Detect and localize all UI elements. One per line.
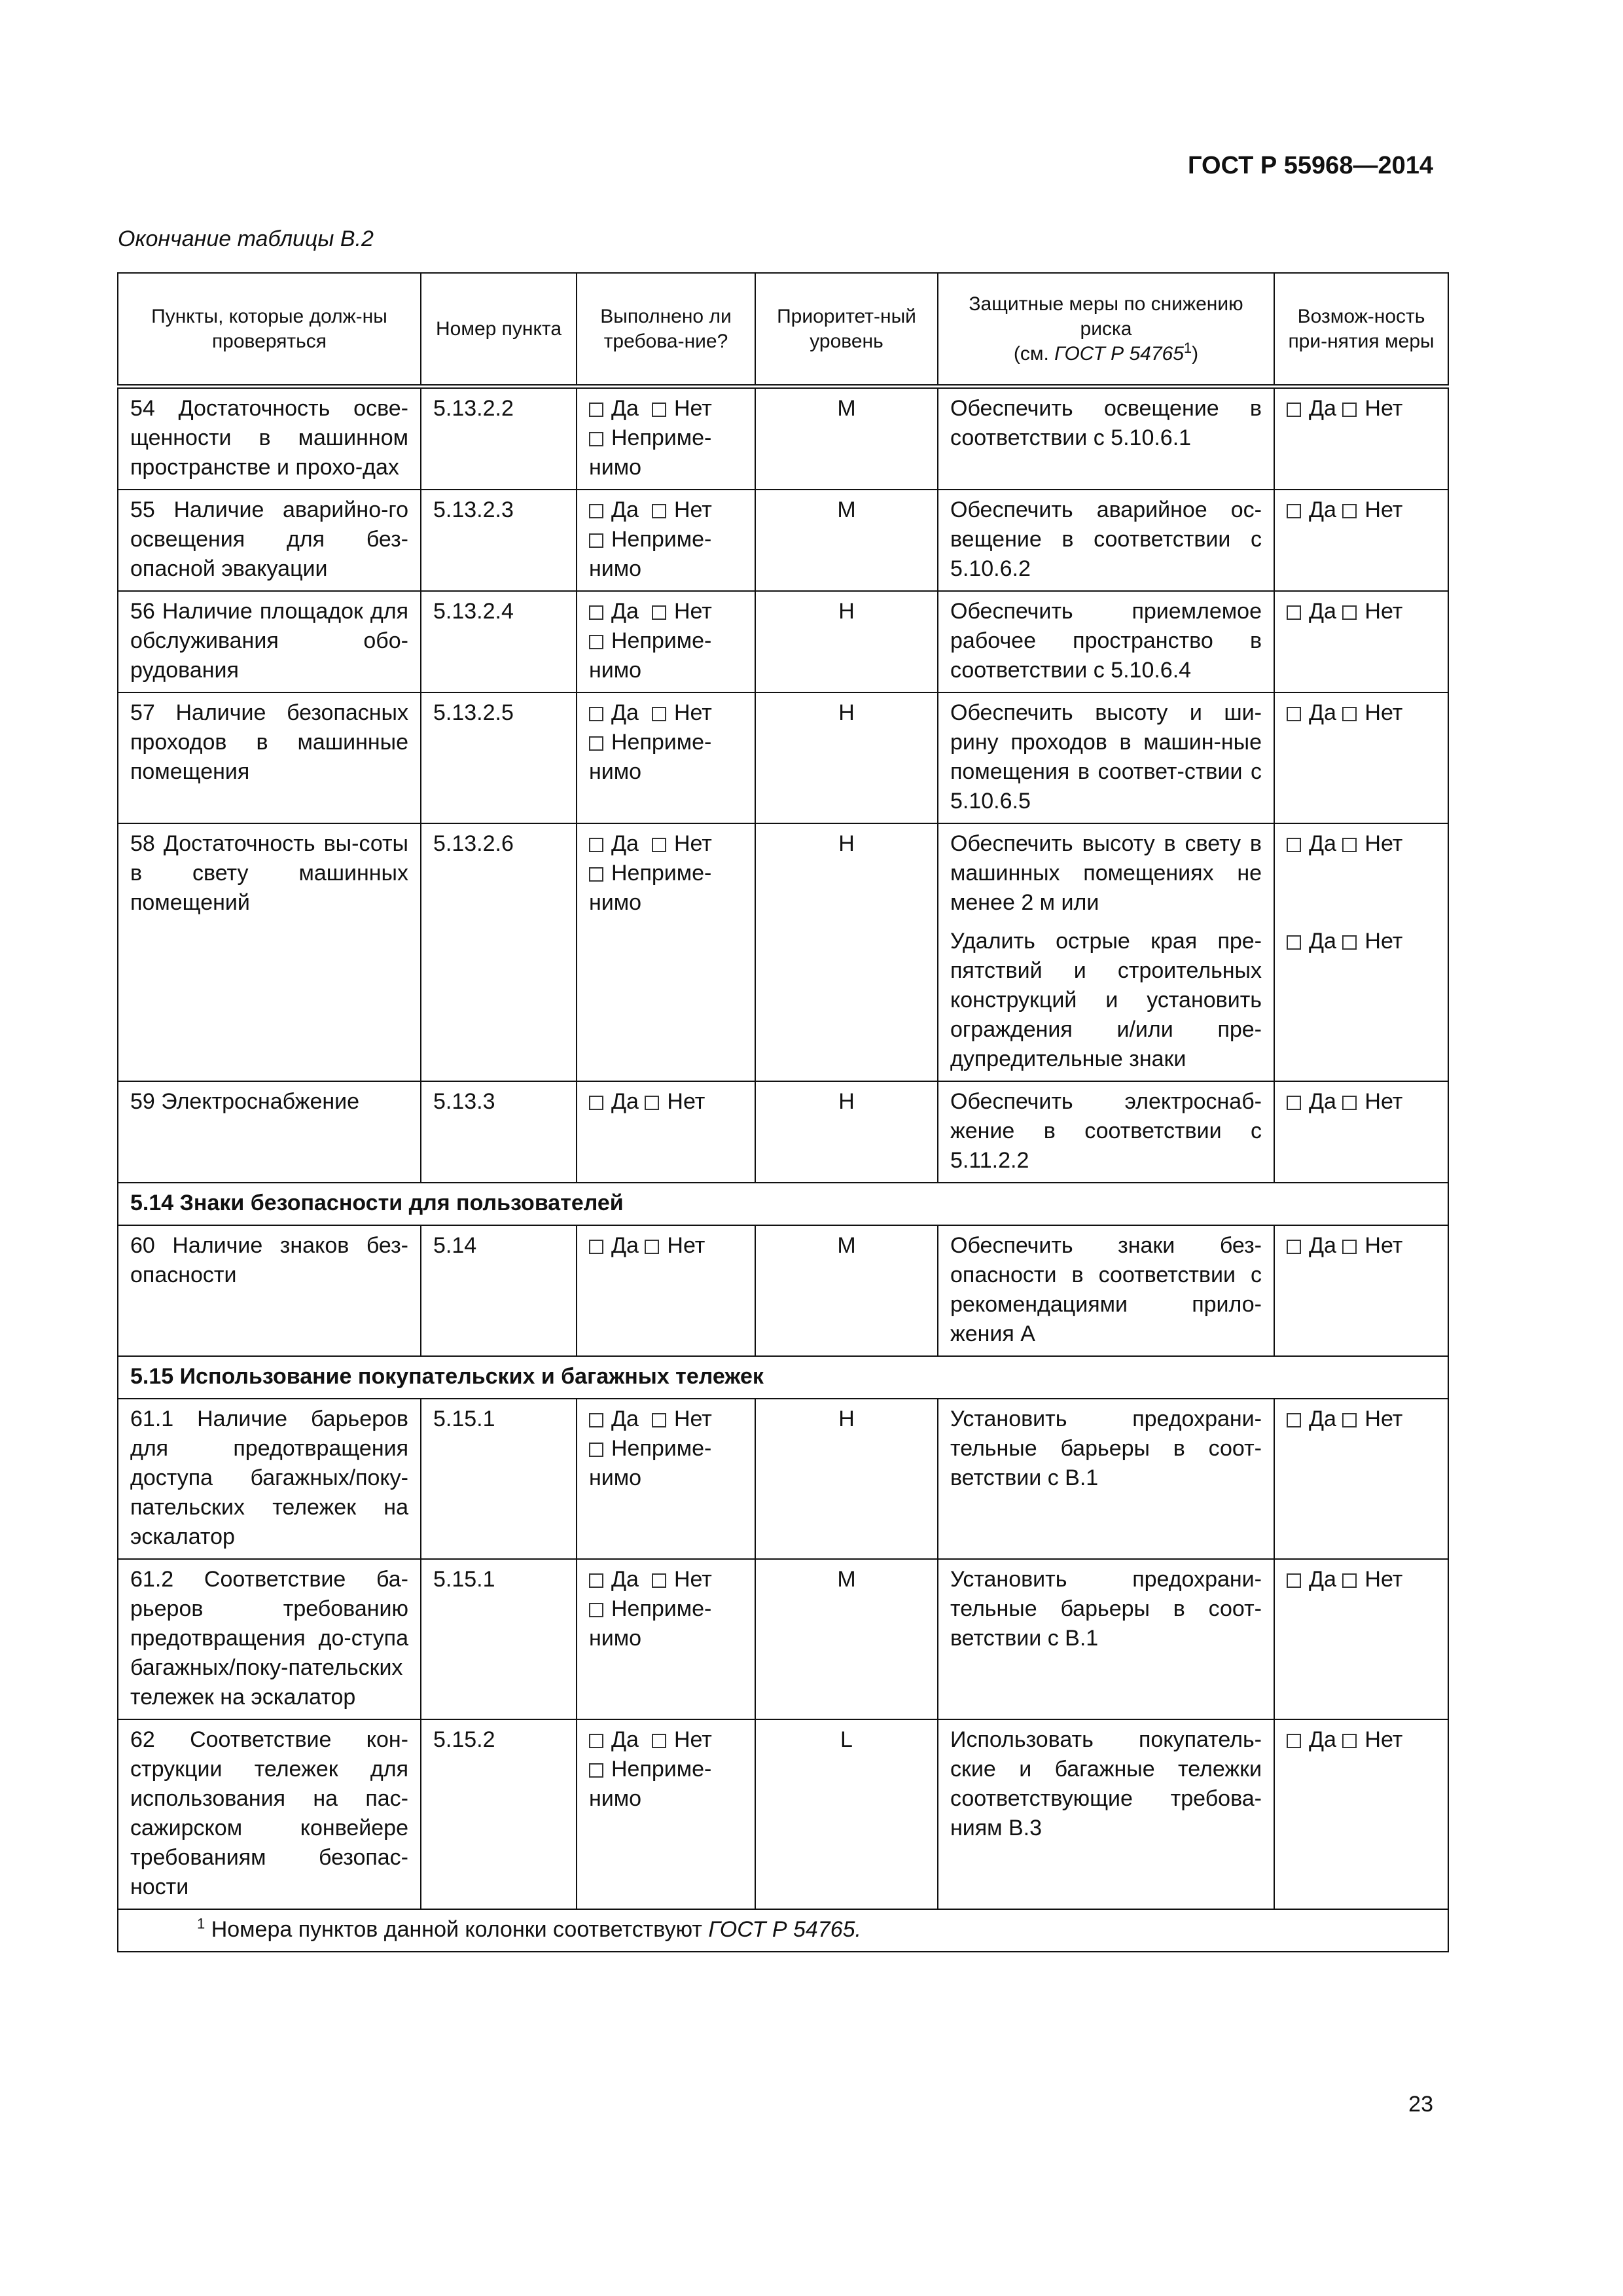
feasible-no-checkbox[interactable] (1342, 707, 1357, 721)
feasible-no-checkbox[interactable] (1342, 1096, 1357, 1110)
section-row (118, 1356, 1448, 1399)
priority-level: M (755, 1225, 938, 1356)
measure-text: Обеспечить освещение в соответствии с 5.10.6.1 (950, 396, 1262, 450)
measure-feasibility-options: Да Нет (1274, 692, 1448, 823)
yes-checkbox[interactable] (589, 1734, 603, 1748)
measure-text: Обеспечить знаки без-опасности в соответствии с рекомендациями прило-жения А (950, 1233, 1262, 1346)
header-measure-feasibility: Возмож-ность при-нятия меры (1274, 273, 1448, 387)
no-checkbox[interactable] (652, 1734, 666, 1748)
not-applicable-checkbox[interactable] (589, 1603, 603, 1617)
clause-number: 5.13.2.2 (421, 387, 577, 490)
yes-checkbox[interactable] (589, 605, 603, 620)
feasible-yes-checkbox[interactable] (1287, 1413, 1301, 1427)
clause-number: 5.15.2 (421, 1719, 577, 1909)
measure-text: Обеспечить высоту и ши-рину проходов в машин-ные помещения в соответ-ствии с 5.10.6.5 (950, 700, 1262, 814)
measure-feasibility-options: Да Нет (1274, 1719, 1448, 1909)
measure-feasibility-options: Да Нет (1274, 1081, 1448, 1183)
priority-level: M (755, 1559, 938, 1719)
not-applicable-checkbox[interactable] (589, 736, 603, 751)
priority-level: H (755, 692, 938, 823)
table-row (118, 1719, 1448, 1909)
protective-measures (938, 692, 1274, 823)
feasible-no-checkbox[interactable] (1342, 504, 1357, 518)
requirement-met-options: Да Нет Неприме-нимо (577, 490, 755, 591)
feasible-yes-checkbox[interactable] (1287, 935, 1301, 950)
feasible-no-checkbox[interactable] (1342, 1240, 1357, 1254)
feasible-no-checkbox[interactable] (1342, 1734, 1357, 1748)
protective-measures (938, 1559, 1274, 1719)
clause-number: 5.13.2.4 (421, 591, 577, 692)
feasible-yes-checkbox[interactable] (1287, 1573, 1301, 1588)
measure-text: Удалить острые края пре-пятствий и строительных конструкций и установить ограждения и/или пре-дупредительные знаки (950, 929, 1262, 1071)
check-item: 56 Наличие площадок для обслуживания обо-рудования (118, 591, 421, 692)
footnote: $^1$ Номера пунктов данной колонки соответствуют ГОСТ Р 54765. (118, 1909, 1448, 1952)
not-applicable-checkbox[interactable] (589, 867, 603, 882)
feasible-no-checkbox[interactable] (1342, 605, 1357, 620)
measure-feasibility-options: Да Нет (1274, 1559, 1448, 1719)
check-item: 59 Электроснабжение (118, 1081, 421, 1183)
no-checkbox[interactable] (652, 1413, 666, 1427)
check-item: 61.1 Наличие барьеров для предотвращения доступа багажных/поку-пательских тележек на эскалатор (118, 1399, 421, 1559)
not-applicable-checkbox[interactable] (589, 635, 603, 649)
check-item: 61.2 Соответствие ба-рьеров требованию предотвращения до-ступа багажных/поку-пательских тележек на эскалатор (118, 1559, 421, 1719)
page-number: 23 (1408, 2092, 1433, 2117)
priority-level: M (755, 490, 938, 591)
table-row (118, 591, 1448, 692)
requirement-met-options: Да Нет Неприме-нимо (577, 692, 755, 823)
not-applicable-checkbox[interactable] (589, 1763, 603, 1778)
header-clause-number: Номер пункта (421, 273, 577, 387)
feasible-no-checkbox[interactable] (1342, 935, 1357, 950)
table-row (118, 1081, 1448, 1183)
requirement-met-options: Да Нет Неприме-нимо (577, 1719, 755, 1909)
table-row (118, 387, 1448, 490)
no-checkbox[interactable] (652, 504, 666, 518)
yes-checkbox[interactable] (589, 504, 603, 518)
feasible-yes-checkbox[interactable] (1287, 403, 1301, 417)
no-checkbox[interactable] (652, 707, 666, 721)
feasible-no-checkbox[interactable] (1342, 1573, 1357, 1588)
header-requirement-met: Выполнено ли требова-ние? (577, 273, 755, 387)
requirement-met-options: Да Нет (577, 1081, 755, 1183)
measure-feasibility-options: Да Нет (1274, 490, 1448, 591)
check-item: 55 Наличие аварийно-го освещения для без-опасной эвакуации (118, 490, 421, 591)
no-checkbox[interactable] (652, 403, 666, 417)
protective-measures (938, 823, 1274, 1081)
measure-text: Обеспечить приемлемое рабочее пространство в соответствии с 5.10.6.4 (950, 599, 1262, 683)
footnote-row (118, 1909, 1448, 1952)
not-applicable-checkbox[interactable] (589, 432, 603, 446)
not-applicable-checkbox[interactable] (589, 1443, 603, 1457)
protective-measures (938, 387, 1274, 490)
protective-measures (938, 591, 1274, 692)
requirement-met-options: Да Нет Неприме-нимо (577, 1399, 755, 1559)
table-row (118, 1559, 1448, 1719)
feasible-yes-checkbox[interactable] (1287, 1096, 1301, 1110)
feasible-yes-checkbox[interactable] (1287, 838, 1301, 852)
table-row (118, 823, 1448, 1081)
section-title-5-15: 5.15 Использование покупательских и багажных тележек (118, 1356, 1448, 1399)
check-item: 57 Наличие безопасных проходов в машинные помещения (118, 692, 421, 823)
yes-checkbox[interactable] (589, 1240, 603, 1254)
section-title-5-14: 5.14 Знаки безопасности для пользователей (118, 1183, 1448, 1225)
check-item: 60 Наличие знаков без-опасности (118, 1225, 421, 1356)
table-row (118, 1225, 1448, 1356)
clause-number: 5.15.1 (421, 1399, 577, 1559)
no-checkbox[interactable] (652, 1573, 666, 1588)
section-row (118, 1183, 1448, 1225)
no-checkbox[interactable] (652, 838, 666, 852)
protective-measures (938, 1719, 1274, 1909)
yes-checkbox[interactable] (589, 838, 603, 852)
clause-number: 5.15.1 (421, 1559, 577, 1719)
priority-level: H (755, 823, 938, 1081)
header-priority-level: Приоритет-ный уровень (755, 273, 938, 387)
requirement-met-options: Да Нет Неприме-нимо (577, 591, 755, 692)
check-item: 62 Соответствие кон-струкции тележек для использования на пас-сажирском конвейере требованиям безопас-ности (118, 1719, 421, 1909)
measure-text: Обеспечить высоту в свету в машинных помещениях не менее 2 м или (950, 831, 1262, 915)
requirement-met-options: Да Нет Неприме-нимо (577, 823, 755, 1081)
measure-text: Обеспечить аварийное ос-вещение в соответствии с 5.10.6.2 (950, 497, 1262, 581)
clause-number: 5.13.3 (421, 1081, 577, 1183)
measure-feasibility-options: Да Нет (1274, 591, 1448, 692)
yes-checkbox[interactable] (589, 1573, 603, 1588)
measure-text: Обеспечить электроснаб-жение в соответствии с 5.11.2.2 (950, 1089, 1262, 1173)
feasible-no-checkbox[interactable] (1342, 838, 1357, 852)
no-checkbox[interactable] (645, 1240, 659, 1254)
table-caption: Окончание таблицы В.2 (118, 226, 374, 251)
not-applicable-checkbox[interactable] (589, 533, 603, 548)
requirement-met-options: Да Нет Неприме-нимо (577, 1559, 755, 1719)
measure-text: Использовать покупатель-ские и багажные тележки соответствующие требова-ниям В.3 (950, 1727, 1262, 1840)
table-header-row (118, 273, 1448, 387)
priority-level: L (755, 1719, 938, 1909)
no-checkbox[interactable] (652, 605, 666, 620)
standard-code: ГОСТ Р 55968—2014 (1188, 152, 1433, 179)
yes-checkbox[interactable] (589, 707, 603, 721)
feasible-no-checkbox[interactable] (1342, 1413, 1357, 1427)
clause-number: 5.13.2.3 (421, 490, 577, 591)
feasible-no-checkbox[interactable] (1342, 403, 1357, 417)
header-checked-items: Пункты, которые долж-ны проверяться (118, 273, 421, 387)
measure-text: Установить предохрани-тельные барьеры в соот-ветствии с В.1 (950, 1407, 1262, 1490)
header-protective-measures: Защитные меры по снижению риска (см. ГОСТ Р 54765$^1$) (938, 273, 1274, 387)
priority-level: H (755, 591, 938, 692)
measure-feasibility-options: Да Нет Да Нет (1274, 823, 1448, 1081)
clause-number: 5.13.2.6 (421, 823, 577, 1081)
protective-measures (938, 1225, 1274, 1356)
measure-feasibility-options: Да Нет (1274, 387, 1448, 490)
protective-measures (938, 1399, 1274, 1559)
check-item: 54 Достаточность осве-щенности в машинном пространстве и прохо-дах (118, 387, 421, 490)
measure-text: Установить предохрани-тельные барьеры в соот-ветствии с В.1 (950, 1567, 1262, 1651)
feasible-yes-checkbox[interactable] (1287, 707, 1301, 721)
protective-measures (938, 490, 1274, 591)
feasible-yes-checkbox[interactable] (1287, 605, 1301, 620)
checklist-table (117, 272, 1449, 1952)
priority-level: H (755, 1081, 938, 1183)
yes-checkbox[interactable] (589, 403, 603, 417)
feasible-yes-checkbox[interactable] (1287, 1240, 1301, 1254)
check-item: 58 Достаточность вы-соты в свету машинных помещений (118, 823, 421, 1081)
measure-feasibility-options: Да Нет (1274, 1225, 1448, 1356)
feasible-yes-checkbox[interactable] (1287, 1734, 1301, 1748)
clause-number: 5.14 (421, 1225, 577, 1356)
protective-measures (938, 1081, 1274, 1183)
yes-checkbox[interactable] (589, 1413, 603, 1427)
no-checkbox[interactable] (645, 1096, 659, 1110)
table-row (118, 490, 1448, 591)
requirement-met-options: Да Нет Неприме-нимо (577, 387, 755, 490)
clause-number: 5.13.2.5 (421, 692, 577, 823)
feasible-yes-checkbox[interactable] (1287, 504, 1301, 518)
measure-feasibility-options: Да Нет (1274, 1399, 1448, 1559)
table-row (118, 1399, 1448, 1559)
yes-checkbox[interactable] (589, 1096, 603, 1110)
priority-level: M (755, 387, 938, 490)
requirement-met-options: Да Нет (577, 1225, 755, 1356)
table-row (118, 692, 1448, 823)
priority-level: H (755, 1399, 938, 1559)
